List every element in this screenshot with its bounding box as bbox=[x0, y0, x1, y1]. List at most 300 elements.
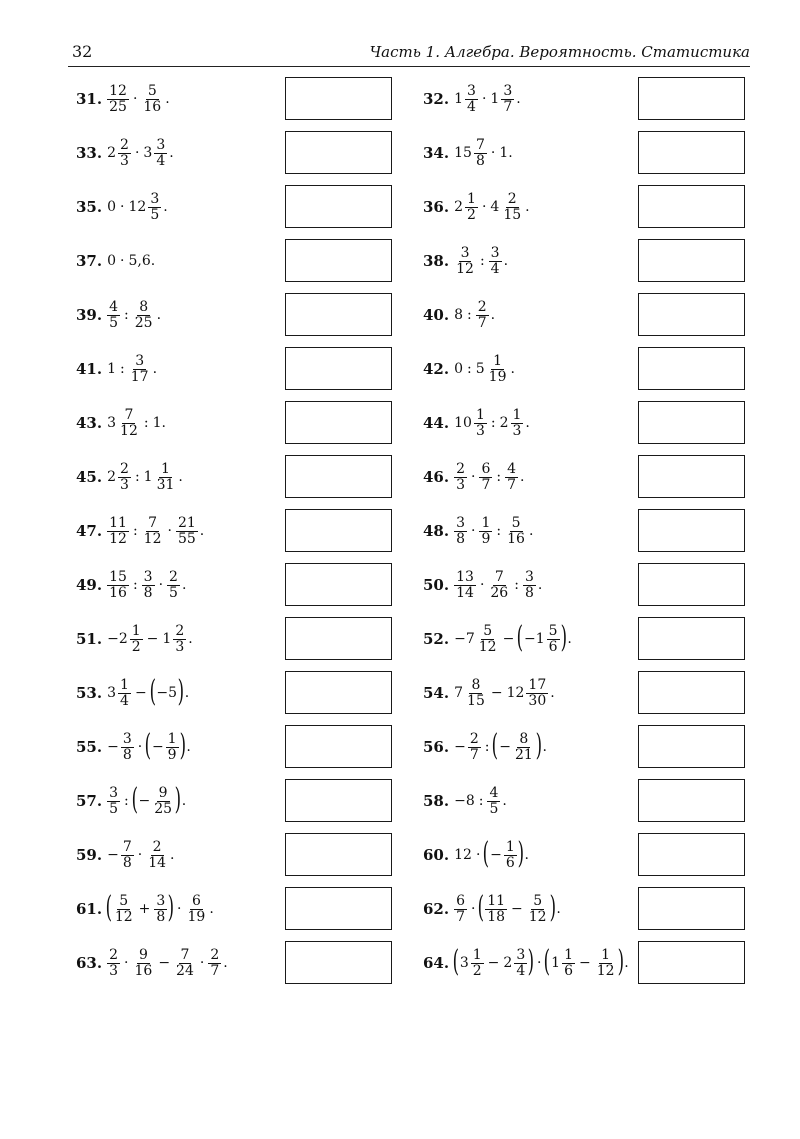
exercise-expression bbox=[106, 674, 190, 709]
exercise-number: 64. bbox=[423, 954, 450, 972]
exercise-number: 44. bbox=[423, 414, 450, 432]
exercise-item bbox=[76, 669, 190, 717]
fraction-numerator: 2 bbox=[109, 946, 119, 963]
fraction-denominator: 17 bbox=[130, 368, 149, 385]
exercise-expression bbox=[453, 462, 525, 492]
fraction-numerator: 1 bbox=[161, 460, 170, 477]
fraction bbox=[148, 192, 161, 222]
fraction bbox=[118, 138, 131, 168]
exercise-item bbox=[76, 507, 205, 555]
fraction-denominator: 12 bbox=[528, 908, 547, 925]
number-text: − bbox=[499, 739, 511, 755]
exercise-item bbox=[76, 939, 229, 987]
fraction-denominator: 2 bbox=[131, 638, 141, 655]
exercise-number: 59. bbox=[76, 846, 103, 864]
number-text: − bbox=[151, 739, 164, 755]
fraction-numerator: 7 bbox=[494, 568, 504, 585]
fraction-denominator: 16 bbox=[109, 584, 127, 601]
operator: · bbox=[536, 955, 542, 971]
fraction bbox=[501, 84, 514, 114]
exercise-item bbox=[423, 183, 531, 231]
fraction bbox=[121, 840, 134, 870]
fraction-denominator: 5 bbox=[489, 800, 499, 817]
number-text: − bbox=[490, 847, 502, 863]
operator: : bbox=[143, 415, 149, 431]
fraction bbox=[132, 948, 154, 978]
number-text: − bbox=[138, 793, 151, 809]
fraction bbox=[488, 570, 510, 600]
fraction-denominator: 15 bbox=[467, 692, 485, 709]
operator: · bbox=[137, 739, 143, 755]
fraction-denominator: 31 bbox=[156, 476, 175, 493]
number-text: . bbox=[188, 631, 193, 647]
fraction-denominator: 4 bbox=[490, 260, 500, 277]
answer-box[interactable] bbox=[638, 941, 745, 984]
answer-box[interactable] bbox=[285, 779, 392, 822]
number-text: . bbox=[520, 469, 525, 485]
exercise-number: 56. bbox=[423, 738, 450, 756]
exercise-number: 43. bbox=[76, 414, 103, 432]
fraction-numerator: 5 bbox=[119, 892, 129, 909]
exercise-expression bbox=[106, 253, 156, 269]
fraction bbox=[505, 516, 527, 546]
number-text: 1. bbox=[499, 145, 513, 161]
number-text: 3 bbox=[107, 685, 117, 701]
answer-box[interactable] bbox=[285, 941, 392, 984]
fraction-denominator: 9 bbox=[167, 746, 177, 763]
fraction-numerator: 1 bbox=[167, 730, 177, 747]
parenthesis: ) bbox=[549, 890, 556, 925]
fraction-numerator: 2 bbox=[169, 568, 178, 585]
operator: : bbox=[496, 469, 502, 485]
exercise-expression bbox=[105, 890, 215, 925]
fraction-denominator: 7 bbox=[456, 908, 466, 925]
answer-box[interactable] bbox=[638, 293, 745, 336]
fraction-denominator: 15 bbox=[503, 206, 522, 223]
number-text: 2 bbox=[499, 415, 509, 431]
exercise-number: 42. bbox=[423, 360, 450, 378]
exercise-expression bbox=[453, 354, 516, 384]
operator: : bbox=[514, 577, 519, 593]
exercise-number: 31. bbox=[76, 90, 103, 108]
fraction-numerator: 3 bbox=[460, 244, 470, 261]
exercise-number: 33. bbox=[76, 144, 103, 162]
fraction-numerator: 2 bbox=[456, 460, 466, 477]
fraction-denominator: 12 bbox=[114, 908, 133, 925]
exercise-item bbox=[423, 939, 630, 987]
fraction-denominator: 24 bbox=[176, 962, 194, 979]
answer-box[interactable] bbox=[638, 131, 745, 174]
fraction-numerator: 12 bbox=[109, 82, 127, 99]
operator: · bbox=[481, 91, 487, 107]
operator: − bbox=[134, 685, 147, 701]
exercise-expression bbox=[106, 192, 169, 222]
answer-box[interactable] bbox=[285, 347, 392, 390]
answer-box[interactable] bbox=[285, 239, 392, 282]
operator: · bbox=[475, 847, 481, 863]
exercise-item bbox=[76, 453, 184, 501]
exercise-row bbox=[0, 291, 800, 339]
fraction bbox=[107, 786, 120, 816]
answer-box[interactable] bbox=[285, 455, 392, 498]
operator: : bbox=[124, 307, 129, 323]
answer-box[interactable] bbox=[638, 617, 745, 660]
fraction-denominator: 19 bbox=[488, 368, 507, 385]
fraction-denominator: 7 bbox=[481, 476, 491, 493]
answer-box[interactable] bbox=[638, 185, 745, 228]
fraction-denominator: 5 bbox=[109, 314, 119, 331]
number-text: . bbox=[542, 739, 547, 755]
fraction-denominator: 7 bbox=[507, 476, 517, 493]
parenthesis: ( bbox=[478, 890, 485, 925]
parenthesis: ( bbox=[131, 782, 138, 817]
fraction-numerator: 15 bbox=[109, 568, 127, 585]
number-text: 1 bbox=[143, 469, 153, 485]
fraction bbox=[167, 570, 180, 600]
number-text: . bbox=[169, 145, 174, 161]
fraction bbox=[562, 948, 575, 978]
fraction-denominator: 3 bbox=[120, 152, 129, 169]
exercise-number: 51. bbox=[76, 630, 103, 648]
number-text: . bbox=[163, 199, 168, 215]
fraction-denominator: 12 bbox=[120, 422, 138, 439]
answer-box[interactable] bbox=[285, 671, 392, 714]
operator: : bbox=[484, 739, 490, 755]
fraction-denominator: 8 bbox=[143, 584, 153, 601]
number-text: 2 bbox=[107, 469, 117, 485]
exercise-item bbox=[423, 831, 530, 879]
fraction bbox=[487, 354, 509, 384]
parenthesis: ( bbox=[149, 674, 156, 709]
number-text: 10 bbox=[454, 415, 472, 431]
fraction-denominator: 4 bbox=[516, 962, 526, 979]
exercise-expression bbox=[453, 890, 562, 925]
fraction-denominator: 25 bbox=[109, 98, 127, 115]
exercise-item bbox=[76, 885, 215, 933]
answer-box[interactable] bbox=[285, 563, 392, 606]
fraction-numerator: 9 bbox=[158, 784, 168, 801]
exercise-number: 35. bbox=[76, 198, 103, 216]
number-text: −8 bbox=[454, 793, 475, 809]
fraction-numerator: 3 bbox=[524, 568, 534, 585]
fraction-numerator: 1 bbox=[131, 622, 141, 639]
exercise-item bbox=[76, 399, 167, 447]
fraction-numerator: 2 bbox=[477, 298, 487, 315]
operator: : bbox=[132, 577, 138, 593]
fraction-denominator: 55 bbox=[177, 530, 196, 547]
answer-box[interactable] bbox=[638, 671, 745, 714]
number-text: . bbox=[502, 793, 507, 809]
number-text: . bbox=[528, 523, 534, 539]
fraction-numerator: 3 bbox=[143, 568, 153, 585]
exercise-expression bbox=[106, 354, 158, 384]
fraction-numerator: 4 bbox=[507, 460, 517, 477]
fraction-denominator: 4 bbox=[120, 692, 129, 709]
number-text: 1 bbox=[454, 91, 464, 107]
fraction bbox=[146, 840, 168, 870]
fraction-denominator: 7 bbox=[210, 962, 220, 979]
fraction bbox=[477, 624, 499, 654]
number-text: . bbox=[199, 523, 205, 539]
exercise-number: 48. bbox=[423, 522, 450, 540]
exercise-number: 52. bbox=[423, 630, 450, 648]
fraction-numerator: 7 bbox=[148, 514, 158, 531]
fraction bbox=[505, 462, 518, 492]
number-text: 7 bbox=[454, 685, 464, 701]
exercise-row bbox=[0, 507, 800, 555]
fraction bbox=[465, 678, 487, 708]
operator: · bbox=[490, 145, 496, 161]
exercise-expression bbox=[106, 408, 167, 438]
parenthesis: ) bbox=[527, 944, 535, 979]
fraction-numerator: 7 bbox=[122, 838, 132, 855]
answer-box[interactable] bbox=[638, 401, 745, 444]
answer-box[interactable] bbox=[638, 563, 745, 606]
parenthesis: ( bbox=[144, 728, 152, 763]
fraction bbox=[489, 246, 502, 276]
fraction-numerator: 1 bbox=[601, 946, 611, 963]
fraction bbox=[121, 732, 134, 762]
exercise-item bbox=[423, 669, 556, 717]
exercise-row bbox=[0, 75, 800, 123]
exercise-row bbox=[0, 129, 800, 177]
fraction-denominator: 3 bbox=[120, 476, 129, 493]
fraction-numerator: 2 bbox=[469, 730, 479, 747]
exercise-expression bbox=[453, 678, 556, 708]
parenthesis: ( bbox=[544, 944, 551, 979]
fraction-numerator: 1 bbox=[564, 946, 573, 963]
fraction bbox=[485, 894, 507, 924]
exercise-item bbox=[423, 129, 514, 177]
fraction-numerator: 3 bbox=[503, 82, 513, 99]
answer-box[interactable] bbox=[638, 455, 745, 498]
number-text: . bbox=[510, 361, 515, 377]
exercise-item bbox=[423, 345, 516, 393]
parenthesis: ) bbox=[167, 890, 175, 925]
number-text: . bbox=[624, 955, 629, 971]
exercise-number: 62. bbox=[423, 900, 450, 918]
number-text: . bbox=[170, 847, 175, 863]
fraction-denominator: 21 bbox=[514, 746, 533, 763]
number-text: . bbox=[550, 685, 555, 701]
fraction-denominator: 9 bbox=[481, 530, 491, 547]
answer-box[interactable] bbox=[638, 779, 745, 822]
operator: · bbox=[471, 523, 476, 539]
number-text: . bbox=[525, 199, 530, 215]
fraction-denominator: 3 bbox=[109, 962, 119, 979]
exercise-number: 61. bbox=[76, 900, 103, 918]
exercise-expression bbox=[453, 192, 531, 222]
exercise-number: 53. bbox=[76, 684, 103, 702]
exercise-item bbox=[423, 777, 508, 825]
fraction-denominator: 18 bbox=[487, 908, 506, 925]
fraction-numerator: 5 bbox=[511, 514, 521, 531]
operator: · bbox=[471, 469, 476, 485]
exercise-row bbox=[0, 777, 800, 825]
exercise-expression bbox=[106, 300, 162, 330]
answer-box[interactable] bbox=[285, 509, 392, 552]
fraction bbox=[133, 300, 155, 330]
operator: · bbox=[479, 577, 485, 593]
fraction-numerator: 3 bbox=[122, 730, 132, 747]
number-text: . bbox=[186, 739, 191, 755]
exercise-item bbox=[423, 291, 496, 339]
number-text: −5 bbox=[156, 685, 178, 701]
exercise-number: 34. bbox=[423, 144, 450, 162]
exercise-expression bbox=[453, 836, 530, 871]
fraction-numerator: 8 bbox=[519, 730, 529, 747]
fraction bbox=[173, 624, 186, 654]
fraction-numerator: 3 bbox=[516, 946, 526, 963]
fraction-denominator: 30 bbox=[528, 692, 547, 709]
number-text: 12 bbox=[506, 685, 525, 701]
fraction-denominator: 4 bbox=[156, 152, 166, 169]
fraction-numerator: 2 bbox=[152, 838, 162, 855]
fraction-numerator: 6 bbox=[191, 892, 201, 909]
number-text: 2 bbox=[454, 199, 464, 215]
fraction-numerator: 1 bbox=[505, 838, 515, 855]
fraction-numerator: 5 bbox=[147, 82, 157, 99]
fraction bbox=[107, 300, 120, 330]
fraction-numerator: 1 bbox=[467, 190, 476, 207]
fraction-denominator: 8 bbox=[524, 584, 534, 601]
fraction-numerator: 11 bbox=[487, 892, 506, 909]
exercise-item bbox=[76, 345, 158, 393]
fraction-numerator: 1 bbox=[475, 406, 485, 423]
operator: · bbox=[120, 199, 125, 215]
number-text: 5,6. bbox=[128, 253, 156, 269]
exercise-number: 63. bbox=[76, 954, 103, 972]
answer-box[interactable] bbox=[285, 185, 392, 228]
operator: · bbox=[177, 901, 182, 917]
number-text: − bbox=[107, 739, 119, 755]
fraction-denominator: 8 bbox=[122, 746, 132, 763]
fraction bbox=[154, 894, 167, 924]
number-text: . bbox=[556, 901, 561, 917]
parenthesis: ) bbox=[179, 728, 186, 763]
parenthesis: ) bbox=[177, 674, 185, 709]
operator: : bbox=[124, 793, 129, 809]
answer-box[interactable] bbox=[285, 725, 392, 768]
fraction bbox=[129, 354, 151, 384]
operator: : bbox=[479, 253, 485, 269]
answer-box[interactable] bbox=[638, 239, 745, 282]
exercise-row bbox=[0, 399, 800, 447]
fraction bbox=[208, 948, 221, 978]
exercise-row bbox=[0, 237, 800, 285]
answer-box[interactable] bbox=[285, 131, 392, 174]
fraction-numerator: 6 bbox=[481, 460, 491, 477]
answer-box[interactable] bbox=[638, 77, 745, 120]
number-text: 3 bbox=[459, 955, 469, 971]
fraction bbox=[185, 894, 207, 924]
fraction-denominator: 25 bbox=[134, 314, 153, 331]
exercise-number: 49. bbox=[76, 576, 103, 594]
fraction-denominator: 8 bbox=[156, 908, 166, 925]
fraction-numerator: 5 bbox=[483, 622, 493, 639]
exercise-item bbox=[76, 129, 175, 177]
operator: : bbox=[496, 523, 502, 539]
exercise-item bbox=[76, 831, 176, 879]
exercise-row bbox=[0, 723, 800, 771]
answer-box[interactable] bbox=[638, 887, 745, 930]
answer-box[interactable] bbox=[285, 617, 392, 660]
exercise-row bbox=[0, 345, 800, 393]
fraction bbox=[547, 624, 560, 654]
exercise-item bbox=[423, 453, 526, 501]
fraction-numerator: 13 bbox=[456, 568, 474, 585]
number-text: . bbox=[184, 685, 190, 701]
operator: − bbox=[490, 685, 503, 701]
answer-box[interactable] bbox=[638, 509, 745, 552]
fraction bbox=[107, 570, 129, 600]
fraction bbox=[511, 408, 524, 438]
exercise-item bbox=[423, 885, 562, 933]
answer-box[interactable] bbox=[285, 77, 392, 120]
exercise-expression bbox=[453, 728, 548, 763]
exercise-expression bbox=[106, 138, 175, 168]
operator: · bbox=[124, 955, 129, 971]
fraction-denominator: 5 bbox=[169, 584, 178, 601]
number-text: −7 bbox=[454, 631, 475, 647]
answer-box[interactable] bbox=[285, 833, 392, 876]
operator: : bbox=[467, 361, 472, 377]
answer-box[interactable] bbox=[285, 887, 392, 930]
fraction bbox=[107, 84, 129, 114]
number-text: − bbox=[107, 847, 119, 863]
number-text: . bbox=[524, 847, 529, 863]
fraction bbox=[118, 408, 140, 438]
running-head: Часть 1. Алгебра. Вероятность. Статистика bbox=[369, 43, 750, 61]
fraction-numerator: 3 bbox=[150, 190, 160, 207]
fraction bbox=[141, 84, 163, 114]
number-text: 0 bbox=[107, 253, 117, 269]
number-text: 15 bbox=[454, 145, 472, 161]
answer-box[interactable] bbox=[285, 293, 392, 336]
operator: · bbox=[471, 901, 476, 917]
answer-box[interactable] bbox=[638, 725, 745, 768]
fraction bbox=[176, 516, 198, 546]
fraction-numerator: 7 bbox=[124, 406, 134, 423]
fraction-denominator: 25 bbox=[154, 800, 173, 817]
number-text: 12 bbox=[128, 199, 147, 215]
parenthesis: ) bbox=[560, 620, 567, 655]
exercise-number: 58. bbox=[423, 792, 450, 810]
operator: : bbox=[467, 307, 472, 323]
fraction-denominator: 19 bbox=[187, 908, 206, 925]
fraction-denominator: 12 bbox=[456, 260, 474, 277]
fraction-numerator: 2 bbox=[120, 460, 129, 477]
number-text: . bbox=[503, 253, 509, 269]
number-text: . bbox=[567, 631, 572, 647]
exercise-number: 38. bbox=[423, 252, 450, 270]
operator: : bbox=[134, 469, 140, 485]
answer-box[interactable] bbox=[638, 833, 745, 876]
number-text: 5 bbox=[475, 361, 485, 377]
exercise-number: 54. bbox=[423, 684, 450, 702]
number-text: 12 bbox=[454, 847, 472, 863]
answer-box[interactable] bbox=[285, 401, 392, 444]
answer-box[interactable] bbox=[638, 347, 745, 390]
fraction bbox=[454, 246, 476, 276]
exercise-number: 45. bbox=[76, 468, 103, 486]
fraction bbox=[474, 138, 487, 168]
fraction bbox=[468, 732, 481, 762]
fraction-numerator: 5 bbox=[548, 622, 558, 639]
number-text: 0 bbox=[454, 361, 464, 377]
fraction-numerator: 5 bbox=[533, 892, 543, 909]
exercise-row bbox=[0, 885, 800, 933]
